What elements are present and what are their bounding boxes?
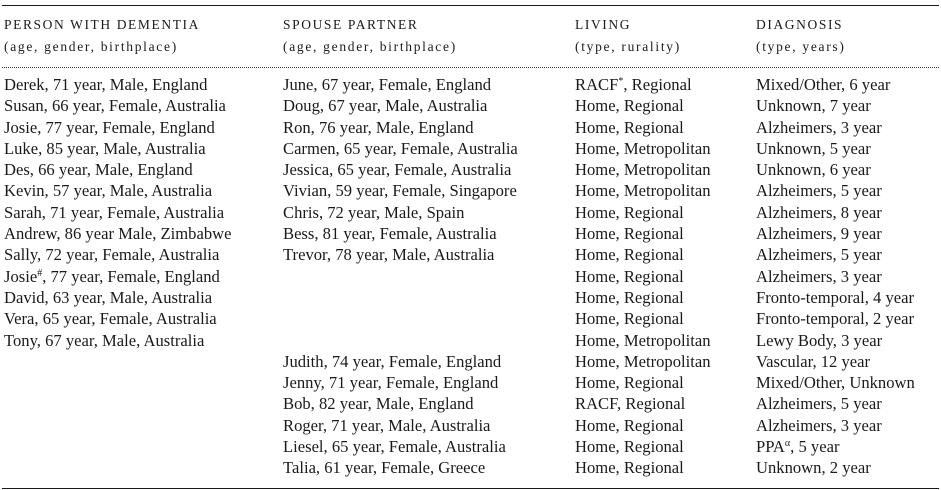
cell-person (4, 159, 231, 180)
cell-living-text: RACF (575, 75, 619, 94)
cell-diagnosis-text: Unknown, 6 year (756, 160, 871, 180)
cell-partner (283, 95, 518, 116)
cell-living (575, 138, 711, 159)
cell-person (4, 138, 231, 159)
cell-diagnosis (756, 351, 915, 372)
header-partner (283, 14, 457, 58)
cell-partner (283, 266, 518, 287)
header-living (575, 14, 681, 58)
column-diagnosis (756, 74, 915, 479)
cell-person-text: Andrew, 86 year Male, Zimbabwe (4, 224, 232, 244)
cell-living (575, 351, 711, 372)
cell-person (4, 457, 231, 478)
cell-partner-text: Trevor, 78 year, Male, Australia (283, 245, 495, 265)
cell-living-text: Home, Regional (575, 458, 684, 478)
cell-person-text: Sarah, 71 year, Female, Australia (4, 202, 225, 222)
bottom-rule (2, 488, 939, 489)
cell-partner-text: Doug, 67 year, Male, Australia (283, 96, 488, 116)
cell-partner (283, 74, 518, 95)
cell-diagnosis (756, 330, 915, 351)
cell-diagnosis-text: Vascular, 12 year (756, 351, 871, 371)
cell-living-text: Home, Metropolitan (575, 181, 711, 201)
cell-partner-text: Talia, 61 year, Female, Greece (283, 458, 486, 478)
cell-partner-text: Liesel, 65 year, Female, Australia (283, 437, 506, 457)
cell-living-text: Home, Metropolitan (575, 160, 711, 180)
cell-diagnosis-text: Lewy Body, 3 year (756, 330, 883, 350)
cell-diagnosis-text: Fronto-temporal, 2 year (756, 309, 915, 329)
cell-diagnosis-text: Alzheimers, 3 year (756, 415, 882, 435)
cell-diagnosis (756, 393, 915, 414)
cell-diagnosis-text: Fronto-temporal, 4 year (756, 287, 915, 307)
cell-diagnosis-text: Unknown, 5 year (756, 138, 871, 158)
cell-person-text: Luke, 85 year, Male, Australia (4, 138, 206, 158)
cell-diagnosis (756, 244, 915, 265)
cell-person (4, 117, 231, 138)
cell-person (4, 415, 231, 436)
cell-living-text: Home, Regional (575, 309, 684, 329)
cell-partner-text: Jessica, 65 year, Female, Australia (283, 160, 512, 180)
cell-diagnosis (756, 457, 915, 478)
cell-partner-text: Chris, 72 year, Male, Spain (283, 202, 465, 222)
cell-diagnosis-text: Alzheimers, 9 year (756, 224, 882, 244)
cell-living-text: Home, Metropolitan (575, 138, 711, 158)
cell-person (4, 180, 231, 201)
cell-diagnosis (756, 372, 915, 393)
cell-partner (283, 415, 518, 436)
cell-partner (283, 223, 518, 244)
cell-person-text: David, 63 year, Male, Australia (4, 287, 213, 307)
cell-living-text: Home, Metropolitan (575, 351, 711, 371)
cell-diagnosis (756, 415, 915, 436)
cell-person (4, 436, 231, 457)
header-living-title: LIVING (575, 17, 632, 32)
cell-living-text-rest: , Regional (623, 75, 692, 94)
cell-partner-text: Vivian, 59 year, Female, Singapore (283, 181, 517, 201)
cell-diagnosis (756, 436, 915, 457)
cell-person (4, 266, 231, 287)
cell-living-text: Home, Regional (575, 437, 684, 457)
header-person-sub: (age, gender, birthplace) (4, 39, 178, 54)
cell-diagnosis (756, 180, 915, 201)
cell-diagnosis-text: Alzheimers, 8 year (756, 202, 882, 222)
column-partner (283, 74, 518, 479)
cell-living-text: Home, Regional (575, 117, 684, 137)
cell-living (575, 244, 711, 265)
cell-partner (283, 436, 518, 457)
cell-person (4, 95, 231, 116)
header-partner-sub: (age, gender, birthplace) (283, 39, 457, 54)
cell-partner-text: June, 67 year, Female, England (283, 75, 492, 94)
cell-diagnosis (756, 117, 915, 138)
column-person (4, 74, 231, 479)
cell-person (4, 223, 231, 244)
cell-partner-text: Bob, 82 year, Male, England (283, 394, 474, 414)
cell-diagnosis-text: PPA (756, 437, 785, 457)
cell-person (4, 287, 231, 308)
cell-partner (283, 457, 518, 478)
column-living (575, 74, 711, 479)
cell-person (4, 308, 231, 329)
cell-diagnosis (756, 202, 915, 223)
cell-living-text: Home, Regional (575, 202, 684, 222)
cell-living (575, 180, 711, 201)
cell-diagnosis-text: Mixed/Other, Unknown (756, 373, 915, 393)
cell-partner (283, 180, 518, 201)
cell-person-text: Des, 66 year, Male, England (4, 160, 193, 180)
cell-diagnosis-text: Unknown, 2 year (756, 458, 871, 478)
cell-partner-text: Ron, 76 year, Male, England (283, 117, 474, 137)
cell-partner (283, 308, 518, 329)
cell-person-text: Josie (4, 266, 38, 286)
cell-living (575, 457, 711, 478)
cell-living (575, 202, 711, 223)
header-diagnosis-title: DIAGNOSIS (756, 17, 844, 32)
cell-living (575, 223, 711, 244)
header-divider (2, 67, 939, 68)
cell-diagnosis (756, 308, 915, 329)
cell-partner (283, 372, 518, 393)
cell-person (4, 74, 231, 95)
header-partner-title: SPOUSE PARTNER (283, 17, 419, 32)
footnote-mark: α (784, 438, 791, 450)
cell-diagnosis (756, 223, 915, 244)
header-living-sub: (type, rurality) (575, 39, 681, 54)
cell-partner (283, 393, 518, 414)
cell-person-text-rest: , 77 year, Female, England (42, 266, 220, 286)
cell-living (575, 436, 711, 457)
cell-living (575, 308, 711, 329)
cell-partner (283, 117, 518, 138)
cell-living (575, 95, 711, 116)
cell-person (4, 393, 231, 414)
cell-living (575, 372, 711, 393)
cell-living-text: Home, Regional (575, 287, 684, 307)
cell-living-text: Home, Metropolitan (575, 330, 711, 350)
cell-diagnosis (756, 95, 915, 116)
cell-diagnosis-text: Alzheimers, 3 year (756, 117, 882, 137)
cell-person-text: Kevin, 57 year, Male, Australia (4, 181, 213, 201)
cell-living-text: RACF, Regional (575, 394, 686, 414)
footnote-mark: # (37, 267, 43, 279)
cell-person (4, 202, 231, 223)
cell-diagnosis-text: Unknown, 7 year (756, 96, 871, 116)
cell-living-text: Home, Regional (575, 266, 684, 286)
cell-living (575, 74, 711, 95)
cell-person-text: Vera, 65 year, Female, Australia (4, 309, 217, 329)
cell-living (575, 287, 711, 308)
cell-partner (283, 287, 518, 308)
cell-partner-text: Roger, 71 year, Male, Australia (283, 415, 491, 435)
top-rule (2, 5, 939, 6)
cell-partner (283, 351, 518, 372)
cell-living (575, 266, 711, 287)
cell-living (575, 117, 711, 138)
cell-living (575, 415, 711, 436)
cell-person (4, 351, 231, 372)
cell-person-text: Derek, 71 year, Male, England (4, 75, 208, 94)
header-diagnosis-sub: (type, years) (756, 39, 846, 54)
cell-partner-text: Judith, 74 year, Female, England (283, 351, 502, 371)
cell-person (4, 330, 231, 351)
cell-partner (283, 244, 518, 265)
cell-living-text: Home, Regional (575, 224, 684, 244)
cell-diagnosis-text: Alzheimers, 5 year (756, 394, 882, 414)
cell-diagnosis (756, 138, 915, 159)
cell-living-text: Home, Regional (575, 96, 684, 116)
cell-person-text: Josie, 77 year, Female, England (4, 117, 215, 137)
cell-living (575, 159, 711, 180)
cell-partner-text: Bess, 81 year, Female, Australia (283, 224, 497, 244)
cell-diagnosis (756, 266, 915, 287)
cell-partner (283, 138, 518, 159)
cell-diagnosis (756, 74, 915, 95)
header-person-title: PERSON WITH DEMENTIA (4, 17, 200, 32)
cell-diagnosis (756, 287, 915, 308)
cell-living (575, 330, 711, 351)
cell-person (4, 372, 231, 393)
header-diagnosis (756, 14, 846, 58)
cell-diagnosis (756, 159, 915, 180)
cell-diagnosis-text: Mixed/Other, 6 year (756, 75, 891, 94)
cell-diagnosis-text-rest: , 5 year (790, 437, 840, 457)
cell-living-text: Home, Regional (575, 373, 684, 393)
cell-partner (283, 202, 518, 223)
cell-living (575, 393, 711, 414)
cell-person-text: Sally, 72 year, Female, Australia (4, 245, 220, 265)
cell-person (4, 244, 231, 265)
footnote-mark: * (618, 76, 624, 87)
header-person (4, 14, 200, 58)
cell-living-text: Home, Regional (575, 415, 684, 435)
cell-partner-text: Jenny, 71 year, Female, England (283, 373, 499, 393)
cell-living-text: Home, Regional (575, 245, 684, 265)
cell-partner (283, 330, 518, 351)
cell-partner-text: Carmen, 65 year, Female, Australia (283, 138, 518, 158)
cell-person-text: Susan, 66 year, Female, Australia (4, 96, 226, 116)
cell-diagnosis-text: Alzheimers, 5 year (756, 181, 882, 201)
cell-diagnosis-text: Alzheimers, 3 year (756, 266, 882, 286)
cell-partner (283, 159, 518, 180)
cell-diagnosis-text: Alzheimers, 5 year (756, 245, 882, 265)
cell-person-text: Tony, 67 year, Male, Australia (4, 330, 205, 350)
